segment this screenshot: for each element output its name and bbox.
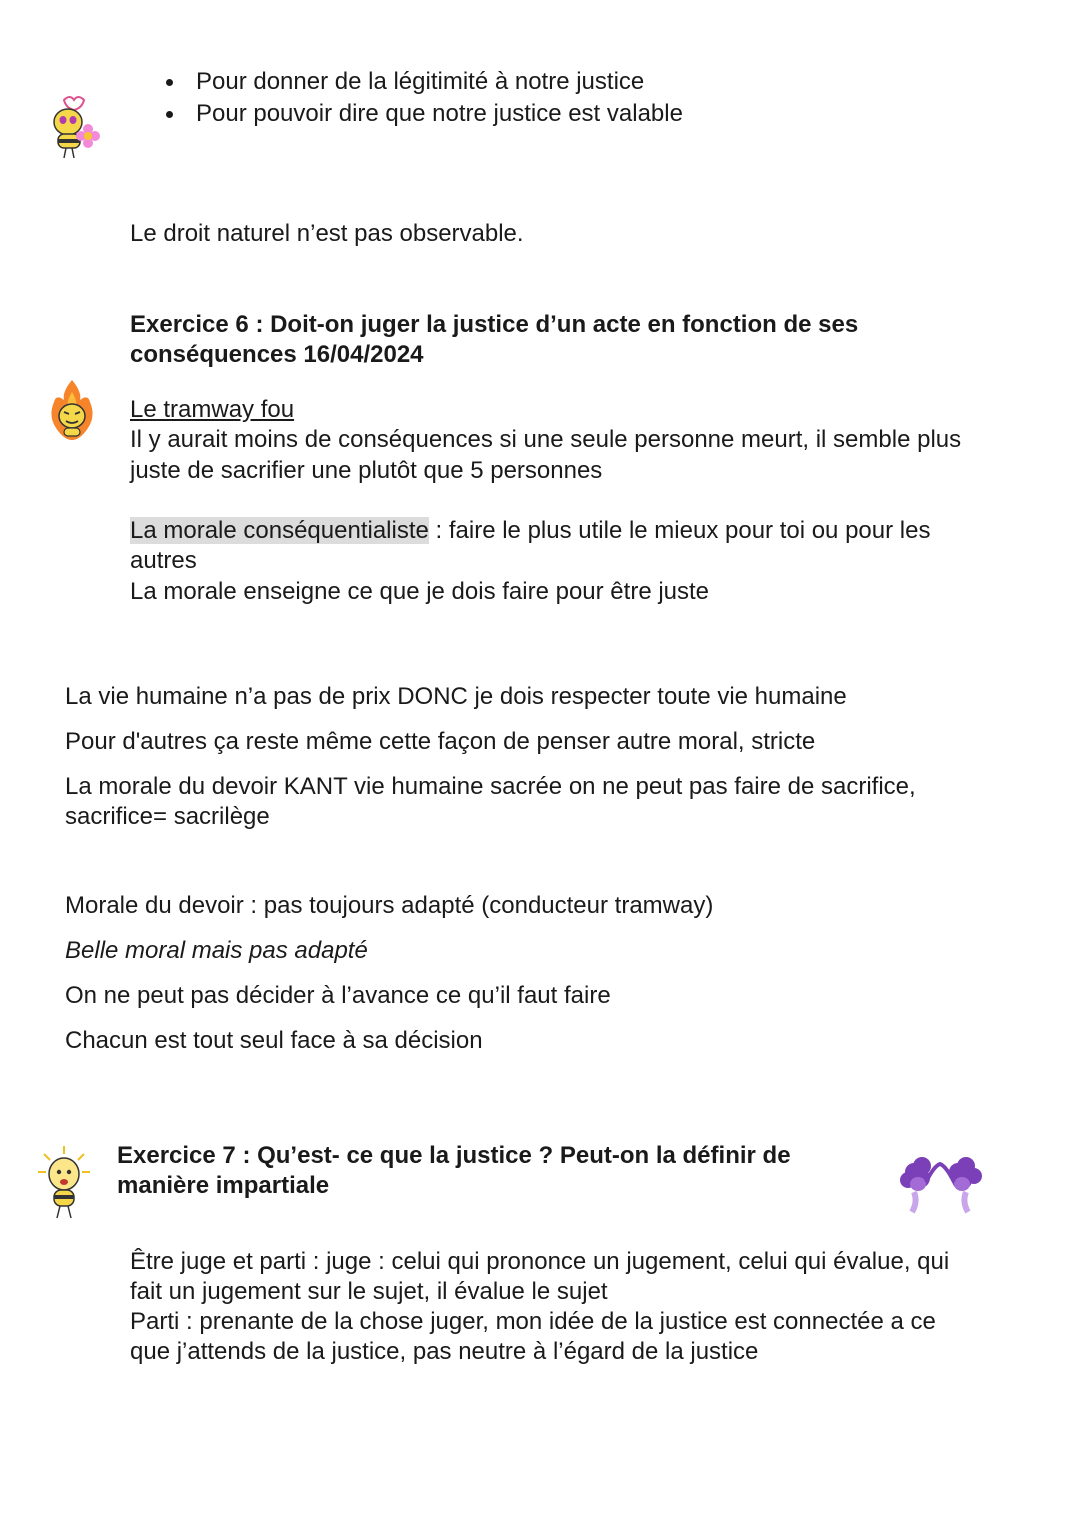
chacun-seul-text: Chacun est tout seul face à sa décision [65,1027,483,1054]
droit-naturel-text: Le droit naturel n’est pas observable. [130,220,524,247]
tramway-body-line2: juste de sacrifier une plutôt que 5 personnes [130,457,603,484]
juge-parti-line4: que j’attends de la justice, pas neutre à l’égard de la justice [130,1338,759,1365]
moral-conseq-line3: La morale enseigne ce que je dois faire pour être juste [130,578,710,605]
belle-moral-text: Belle moral mais pas adapté [65,937,368,964]
decider-avance-text: On ne peut pas décider à l’avance ce qu’il faut faire [65,982,611,1009]
list-item: Pour donner de la légitimité à notre justice [130,66,683,98]
bullet-list [130,66,683,130]
moral-conseq-line1 [130,516,930,546]
moral-conseq-rest: : faire le plus utile le mieux pour toi ou pour les [428,517,931,544]
morale-devoir-text: Morale du devoir : pas toujours adapté (conducteur tramway) [65,892,714,919]
pour-autres-text: Pour d'autres ça reste même cette façon de penser autre moral, stricte [65,728,816,755]
exercise7-title-line1: Exercice 7 : Qu’est- ce que la justice ? Peut-on la définir de [117,1142,791,1169]
juge-parti-line1: Être juge et parti : juge : celui qui prononce un jugement, celui qui évalue, qui [130,1248,950,1275]
juge-parti-line3: Parti : prenante de la chose juger, mon idée de la justice est connectée a ce [130,1308,936,1335]
kant-line1: La morale du devoir KANT vie humaine sacrée on ne peut pas faire de sacrifice, [65,773,916,800]
moral-conseq-line2: autres [130,547,197,574]
vie-humaine-text: La vie humaine n’a pas de prix DONC je dois respecter toute vie humaine [65,683,847,710]
tramway-subtitle: Le tramway fou [130,396,295,423]
bee-lightbulb-sticker-icon [34,1144,94,1222]
purple-highfive-sticker-icon [896,1152,984,1214]
exercise7-title-line2: manière impartiale [117,1172,330,1199]
highlighted-term: La morale conséquentialiste [130,517,429,544]
juge-parti-line2: fait un jugement sur le sujet, il évalue le sujet [130,1278,608,1305]
exercise6-title-line2: conséquences 16/04/2024 [130,341,424,368]
bee-flower-sticker-icon [44,92,104,164]
bee-fire-sticker-icon [46,378,98,442]
tramway-body-line1: Il y aurait moins de conséquences si une seule personne meurt, il semble plus [130,426,962,453]
list-item: Pour pouvoir dire que notre justice est valable [130,98,683,130]
kant-line2: sacrifice= sacrilège [65,803,270,830]
exercise6-title-line1: Exercice 6 : Doit-on juger la justice d’un acte en fonction de ses [130,311,859,338]
